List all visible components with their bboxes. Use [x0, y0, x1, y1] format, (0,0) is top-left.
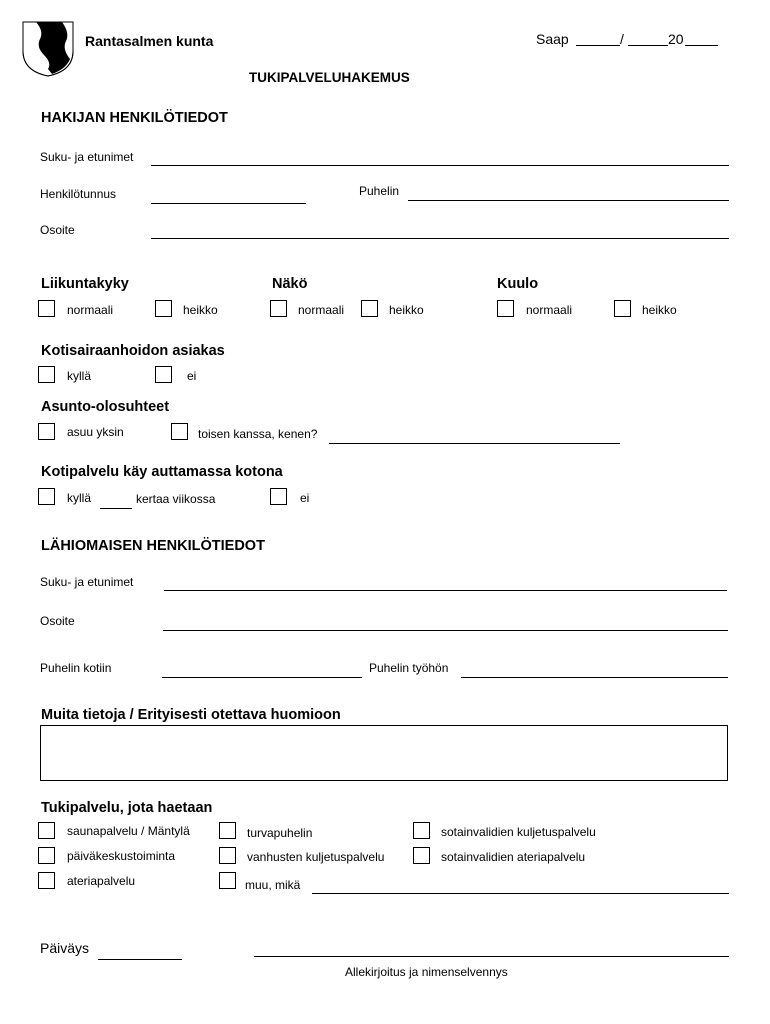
housing-with-other-checkbox[interactable] — [171, 423, 188, 440]
mobility-normal-checkbox[interactable] — [38, 300, 55, 317]
home-nursing-heading: Kotisairaanhoidon asiakas — [41, 343, 225, 359]
housing-alone-label: asuu yksin — [67, 425, 124, 439]
service-elderly-transport-label: vanhusten kuljetuspalvelu — [247, 850, 385, 864]
home-help-yes-checkbox[interactable] — [38, 488, 55, 505]
relative-heading: LÄHIOMAISEN HENKILÖTIEDOT — [41, 538, 265, 554]
home-help-times-label: kertaa viikossa — [136, 492, 216, 506]
relative-address-field[interactable] — [163, 630, 728, 631]
received-day-line[interactable] — [576, 45, 620, 46]
signature-label: Allekirjoitus ja nimenselvennys — [345, 965, 508, 979]
applicant-phone-label: Puhelin — [359, 184, 400, 198]
hearing-weak-checkbox[interactable] — [614, 300, 631, 317]
home-help-yes-label: kyllä — [67, 491, 92, 505]
service-meal-label: ateriapalvelu — [67, 874, 136, 888]
other-info-heading: Muita tietoja / Erityisesti otettava huomioon — [41, 707, 341, 723]
hearing-heading: Kuulo — [497, 276, 539, 292]
service-sauna-label: saunapalvelu / Mäntylä — [67, 824, 190, 838]
home-help-times-field[interactable] — [100, 508, 132, 509]
received-year-line[interactable] — [685, 45, 718, 46]
municipality-name: Rantasalmen kunta — [85, 33, 214, 49]
applicant-name-label: Suku- ja etunimet — [40, 150, 134, 164]
relative-work-phone-label: Puhelin työhön — [369, 661, 449, 675]
service-support-phone-checkbox[interactable] — [219, 822, 236, 839]
other-info-textarea[interactable] — [40, 725, 728, 781]
housing-alone-checkbox[interactable] — [38, 423, 55, 440]
vision-heading: Näkö — [272, 276, 308, 292]
home-nursing-yes-label: kyllä — [67, 369, 92, 383]
service-day-center-checkbox[interactable] — [38, 847, 55, 864]
housing-with-other-label: toisen kanssa, kenen? — [198, 427, 318, 441]
home-help-no-label: ei — [300, 491, 310, 505]
service-other-checkbox[interactable] — [219, 872, 236, 889]
applicant-address-label: Osoite — [40, 223, 75, 237]
mobility-weak-checkbox[interactable] — [155, 300, 172, 317]
vision-normal-checkbox[interactable] — [270, 300, 287, 317]
service-support-phone-label: turvapuhelin — [247, 826, 313, 840]
hearing-weak-label: heikko — [642, 303, 677, 317]
home-nursing-yes-checkbox[interactable] — [38, 366, 55, 383]
home-nursing-no-label: ei — [187, 369, 197, 383]
mobility-normal-label: normaali — [67, 303, 114, 317]
date-label: Päiväys — [40, 940, 90, 956]
home-help-no-checkbox[interactable] — [270, 488, 287, 505]
hearing-normal-checkbox[interactable] — [497, 300, 514, 317]
housing-heading: Asunto-olosuhteet — [41, 399, 170, 415]
received-month-line[interactable] — [628, 45, 668, 46]
applicant-phone-field[interactable] — [408, 200, 729, 201]
home-help-heading: Kotipalvelu käy auttamassa kotona — [41, 464, 283, 480]
service-veteran-meal-label: sotainvalidien ateriapalvelu — [441, 850, 586, 864]
received-date-label: Saap — [536, 31, 569, 47]
relative-work-phone-field[interactable] — [461, 677, 728, 678]
service-other-field[interactable] — [312, 893, 729, 894]
applicant-address-field[interactable] — [151, 238, 729, 239]
applicant-name-field[interactable] — [151, 165, 729, 166]
date-field[interactable] — [98, 959, 182, 960]
relative-home-phone-label: Puhelin kotiin — [40, 661, 112, 675]
form-title: TUKIPALVELUHAKEMUS — [249, 70, 410, 85]
municipality-coat-of-arms — [22, 21, 74, 77]
service-other-label: muu, mikä — [245, 878, 301, 892]
signature-field[interactable] — [254, 956, 729, 957]
home-nursing-no-checkbox[interactable] — [155, 366, 172, 383]
service-veteran-meal-checkbox[interactable] — [413, 847, 430, 864]
housing-with-other-field[interactable] — [329, 443, 620, 444]
service-veteran-transport-label: sotainvalidien kuljetuspalvelu — [441, 825, 596, 839]
received-date-separator: / — [620, 31, 624, 47]
applicant-ssn-field[interactable] — [151, 203, 306, 204]
services-heading: Tukipalvelu, jota haetaan — [41, 800, 213, 816]
mobility-weak-label: heikko — [183, 303, 218, 317]
relative-name-label: Suku- ja etunimet — [40, 575, 134, 589]
applicant-heading: HAKIJAN HENKILÖTIEDOT — [41, 110, 228, 126]
mobility-heading: Liikuntakyky — [41, 276, 129, 292]
service-sauna-checkbox[interactable] — [38, 822, 55, 839]
service-day-center-label: päiväkeskustoiminta — [67, 849, 176, 863]
service-meal-checkbox[interactable] — [38, 872, 55, 889]
relative-name-field[interactable] — [164, 590, 727, 591]
received-year-prefix: 20 — [668, 31, 684, 47]
vision-weak-label: heikko — [389, 303, 424, 317]
applicant-ssn-label: Henkilötunnus — [40, 187, 117, 201]
hearing-normal-label: normaali — [526, 303, 573, 317]
relative-address-label: Osoite — [40, 614, 75, 628]
service-veteran-transport-checkbox[interactable] — [413, 822, 430, 839]
relative-home-phone-field[interactable] — [162, 677, 362, 678]
service-elderly-transport-checkbox[interactable] — [219, 847, 236, 864]
vision-weak-checkbox[interactable] — [361, 300, 378, 317]
vision-normal-label: normaali — [298, 303, 345, 317]
